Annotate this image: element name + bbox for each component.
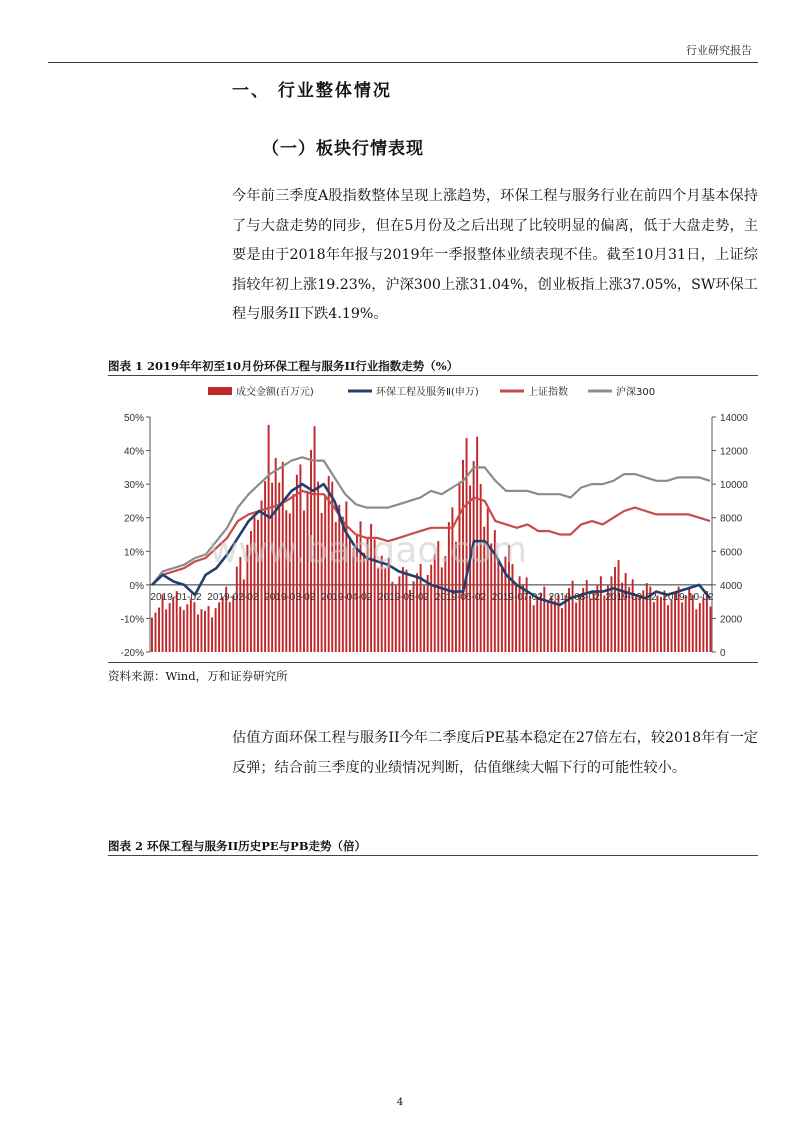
volume-bar xyxy=(586,580,588,652)
volume-bar xyxy=(222,597,224,652)
figure1-title: 图表 1 2019年年初至10月份环保工程与服务II行业指数走势（%） xyxy=(108,359,459,373)
figure1-top-rule xyxy=(108,375,758,376)
volume-bar xyxy=(554,600,556,652)
legend-env-services xyxy=(348,385,479,398)
volume-bar xyxy=(183,610,185,652)
volume-bar xyxy=(709,607,711,652)
volume-bar xyxy=(186,604,188,652)
volume-bar xyxy=(162,595,164,652)
left-tick-label: 10% xyxy=(123,547,144,559)
legend-sse xyxy=(500,385,568,398)
volume-bar xyxy=(405,570,407,652)
volume-bar xyxy=(501,568,503,652)
right-tick-label: 2000 xyxy=(720,614,743,626)
volume-bar xyxy=(695,609,697,652)
volume-bar xyxy=(215,608,217,652)
x-tick-label: 2019-04-02 xyxy=(321,591,373,603)
volume-bar xyxy=(172,598,174,652)
volume-bar xyxy=(324,494,326,652)
volume-bar xyxy=(307,491,309,652)
volume-bar xyxy=(561,608,563,652)
volume-bar xyxy=(565,595,567,652)
volume-bar xyxy=(671,600,673,652)
legend-label: 成交金额(百万元) xyxy=(236,387,314,398)
volume-bar xyxy=(208,606,210,652)
volume-bar xyxy=(603,596,605,652)
paragraph-valuation: 估值方面环保工程与服务II今年二季度后PE基本稳定在27倍左右，较2018年有一定反弹；结合前三季度的业绩情况判断，估值继续大幅下行的可能性较小。 xyxy=(232,730,758,776)
right-tick-label: 4000 xyxy=(720,580,743,592)
legend-volume xyxy=(208,385,314,398)
volume-bar xyxy=(179,607,181,652)
left-tick-label: 30% xyxy=(123,480,144,492)
volume-bar xyxy=(416,573,418,652)
left-tick-label: -20% xyxy=(120,648,144,659)
header-divider xyxy=(48,62,758,63)
volume-bar xyxy=(685,595,687,652)
volume-bar xyxy=(660,597,662,652)
volume-bar xyxy=(579,595,581,652)
figure1-bottom-rule xyxy=(108,662,758,663)
volume-bar xyxy=(239,557,241,652)
volume-bar xyxy=(398,576,400,652)
volume-bar xyxy=(169,603,171,652)
volume-bar xyxy=(625,573,627,652)
volume-bar xyxy=(292,494,294,652)
volume-bar xyxy=(618,560,620,652)
volume-bar xyxy=(243,579,245,652)
section-heading: 一、 行业整体情况 xyxy=(232,81,392,101)
figure2-title: 图表 2 环保工程与服务II历史PE与PB走势（倍） xyxy=(108,839,367,853)
volume-bar xyxy=(497,561,499,652)
volume-bar xyxy=(158,608,160,652)
volume-bar xyxy=(204,611,206,652)
volume-bar xyxy=(155,613,157,652)
right-tick-label: 8000 xyxy=(720,513,743,525)
volume-bar xyxy=(165,609,167,652)
volume-bar xyxy=(526,577,528,652)
volume-bar xyxy=(575,602,577,652)
volume-bar xyxy=(702,598,704,652)
left-tick-label: 0% xyxy=(129,580,144,592)
chart-legend xyxy=(208,385,655,398)
left-tick-label: 40% xyxy=(123,446,144,458)
volume-bar xyxy=(543,587,545,652)
page-number: 4 xyxy=(396,1097,404,1108)
index-trend-chart xyxy=(108,380,758,662)
volume-bar xyxy=(529,596,531,652)
watermark-text: www.baogao.com xyxy=(208,530,528,571)
figure2-top-rule xyxy=(108,855,758,856)
left-tick-label: 50% xyxy=(123,413,144,424)
volume-bar xyxy=(547,602,549,652)
volume-bar xyxy=(218,602,220,652)
x-tick-label: 2019-01-02 xyxy=(150,591,202,603)
paragraph-market-performance: 今年前三季度A股指数整体呈现上涨趋势，环保工程与服务行业在前四个月基本保持了与大盘走势的同步，但在5月份及之后出现了比较明显的偏离，低于大盘走势，主要是由于2018年年报与2019年一季报整体业绩表现不佳。截至10月31日，上证综指较年初上涨19.23%，沪深300上涨31.04%，创业板指上涨37.05%，SW环保工程与服务II下跌4.19%。 xyxy=(232,188,758,322)
volume-bar xyxy=(639,598,641,652)
volume-bar xyxy=(384,568,386,652)
volume-bar xyxy=(151,618,153,652)
section-subheading: （一）板块行情表现 xyxy=(262,139,424,159)
volume-bar xyxy=(550,595,552,652)
volume-bar xyxy=(681,602,683,652)
volume-bar xyxy=(512,564,514,652)
x-tick-label: 2019-03-02 xyxy=(264,591,316,603)
legend-csi300 xyxy=(588,385,655,398)
volume-bar xyxy=(200,609,202,652)
volume-bar xyxy=(388,558,390,652)
volume-bar xyxy=(441,567,443,652)
volume-bar xyxy=(600,576,602,652)
x-tick-label: 2019-06-02 xyxy=(434,591,487,603)
left-tick-label: 20% xyxy=(123,513,144,525)
legend-swatch xyxy=(208,387,232,395)
volume-bar xyxy=(197,614,199,652)
volume-bar xyxy=(430,565,432,652)
volume-bar xyxy=(533,605,535,652)
legend-label: 沪深300 xyxy=(616,387,656,398)
volume-bar xyxy=(338,505,340,652)
volume-bar xyxy=(402,567,404,652)
volume-bar xyxy=(667,605,669,652)
right-tick-label: 10000 xyxy=(720,480,748,492)
volume-bar xyxy=(190,598,192,652)
header-title: 行业研究报告 xyxy=(686,44,752,57)
x-tick-label: 2019-07-02 xyxy=(491,591,543,603)
volume-bar xyxy=(211,617,213,652)
volume-bar xyxy=(692,595,694,652)
figure1-source: 资料来源：Wind，万和证券研究所 xyxy=(108,669,288,683)
volume-bar xyxy=(193,602,195,652)
volume-bar xyxy=(589,598,591,652)
volume-bar xyxy=(614,567,616,652)
volume-bar xyxy=(427,575,429,652)
volume-bar xyxy=(632,579,634,652)
volume-bar xyxy=(653,602,655,652)
volume-bar xyxy=(699,603,701,652)
volume-bar xyxy=(229,602,231,652)
volume-bar xyxy=(377,568,379,652)
x-tick-label: 2019-02-02 xyxy=(207,591,259,603)
x-tick-label: 2019-10-02 xyxy=(662,591,714,603)
volume-bar xyxy=(656,595,658,652)
legend-label: 上证指数 xyxy=(528,387,568,398)
right-tick-label: 14000 xyxy=(720,413,748,424)
right-tick-label: 12000 xyxy=(720,446,748,458)
volume-bar xyxy=(236,567,238,652)
volume-bar xyxy=(232,595,234,652)
right-tick-label: 6000 xyxy=(720,547,743,559)
legend-label: 环保工程及服务Ⅱ(申万) xyxy=(376,387,479,398)
volume-bar xyxy=(261,501,263,652)
x-tick-label: 2019-05-02 xyxy=(377,591,430,603)
right-tick-label: 0 xyxy=(720,648,726,659)
volume-bar xyxy=(635,597,637,652)
x-tick-label: 2019-08-02 xyxy=(548,591,600,603)
x-tick-label: 2019-09-02 xyxy=(605,591,657,603)
left-tick-label: -10% xyxy=(120,614,144,626)
volume-bar xyxy=(536,599,538,652)
